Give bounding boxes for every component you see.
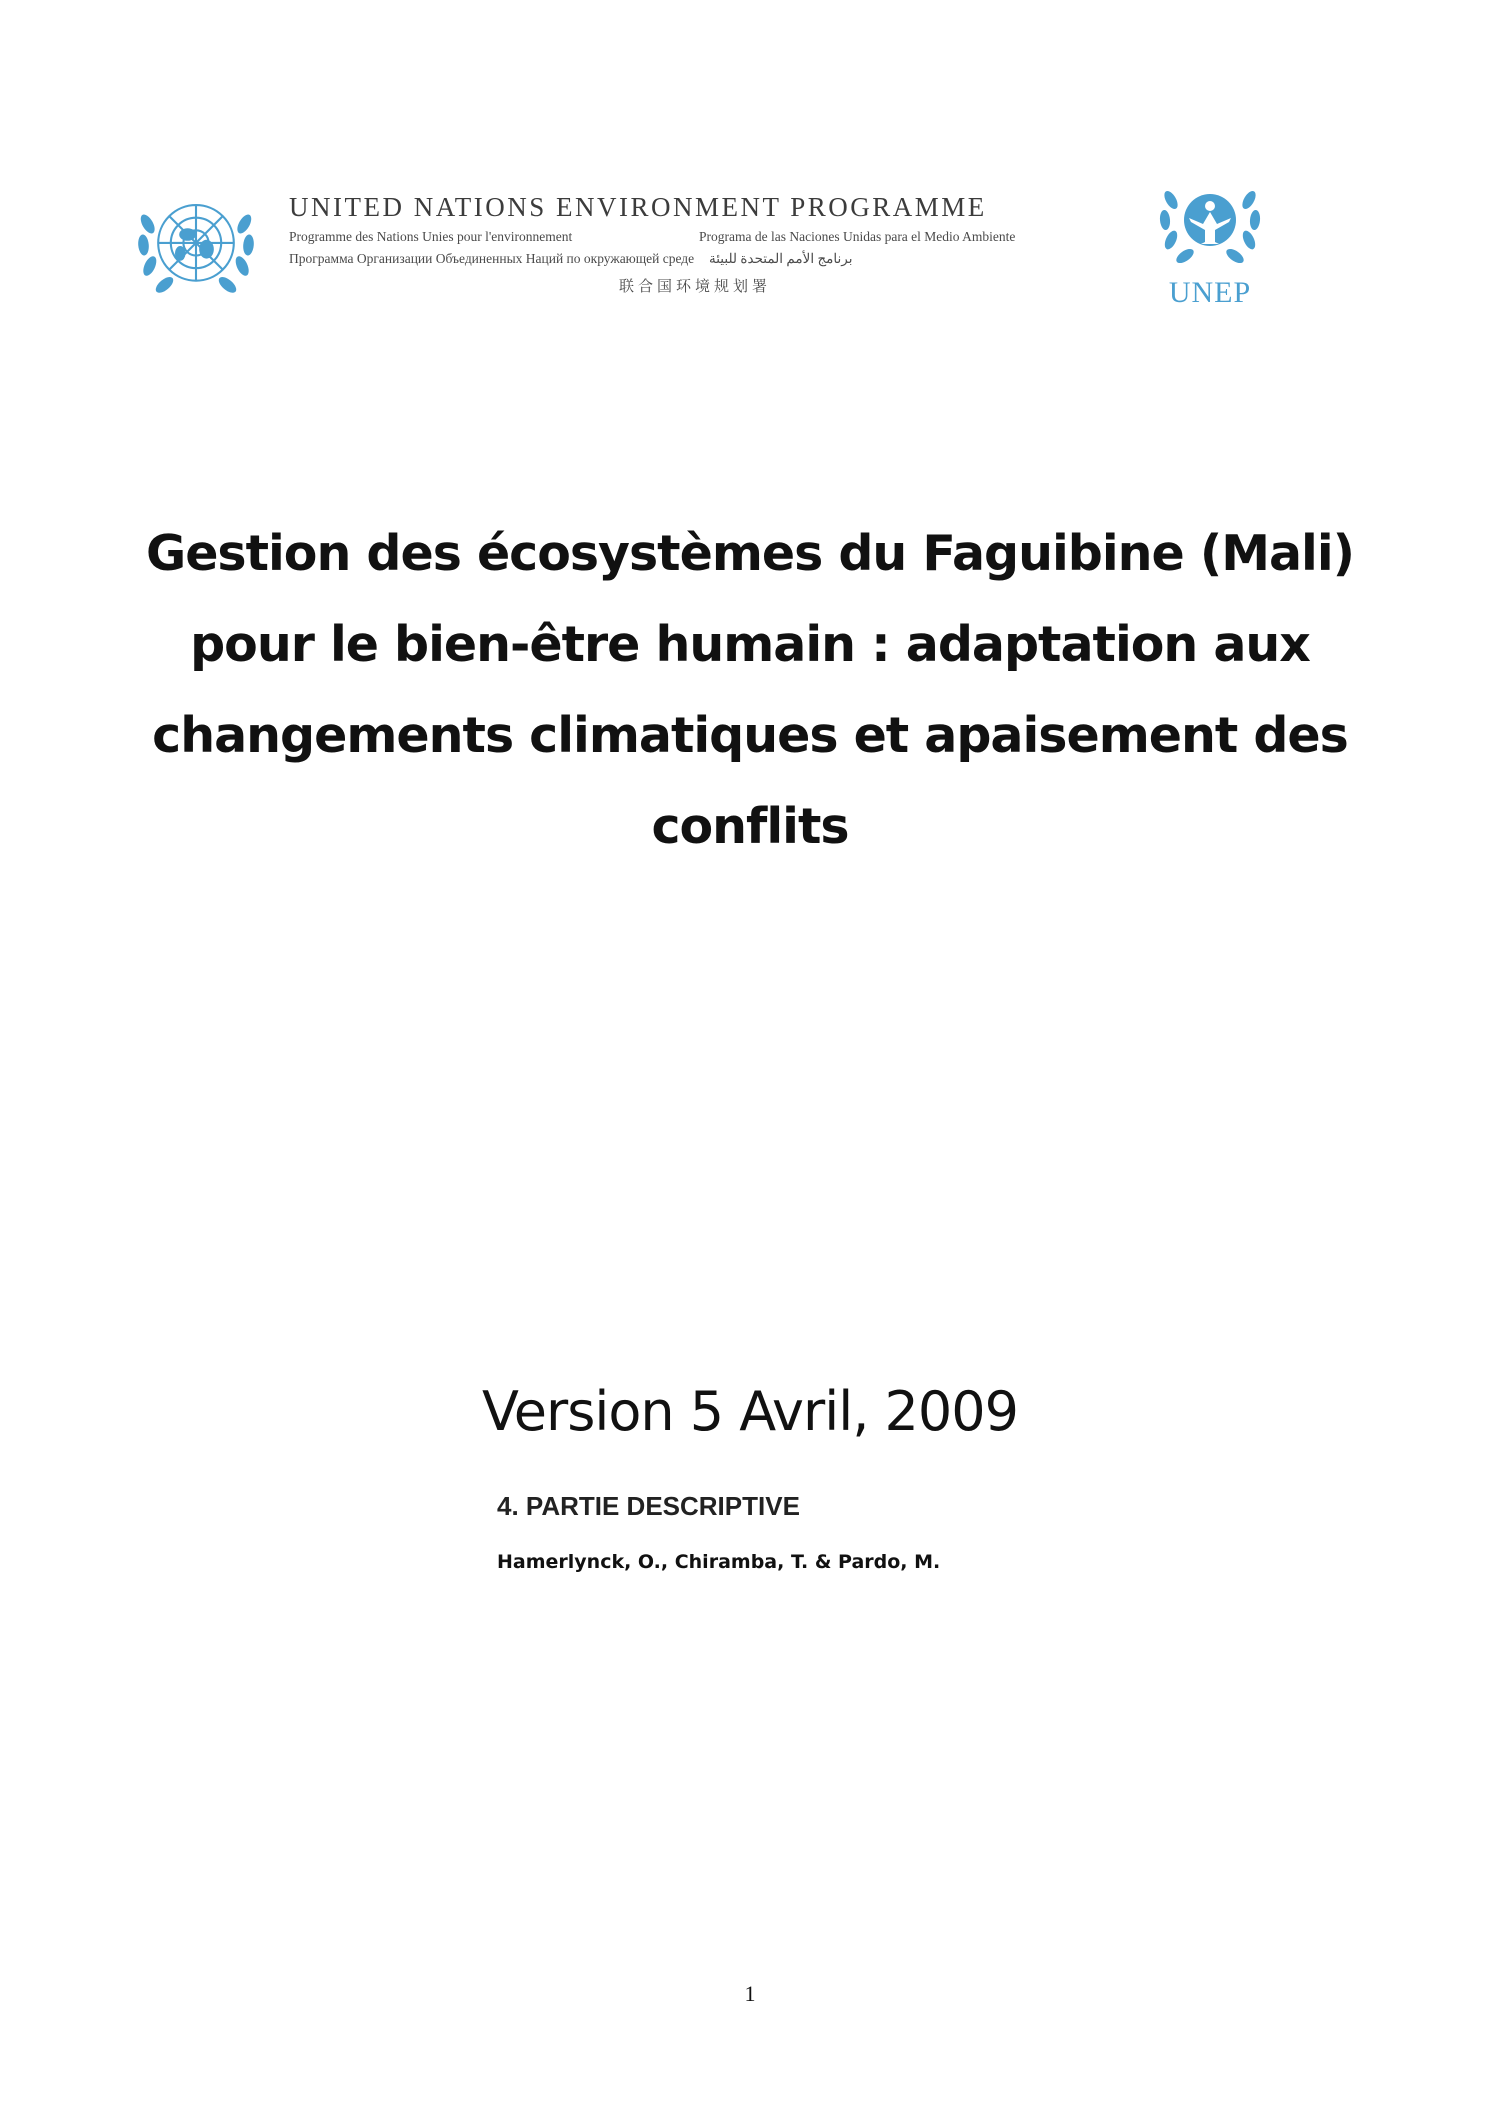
org-name-zh: 联合国环境规划署: [619, 279, 772, 295]
unep-logo-text: UNEP: [1168, 276, 1252, 309]
org-name-fr-es-row: [289, 229, 1119, 245]
version-date: Version 5 Avril, 2009: [482, 1380, 1018, 1443]
un-emblem-icon: [133, 182, 259, 308]
org-name: UNITED NATIONS ENVIRONMENT PROGRAMME: [289, 192, 987, 222]
banner-text: [289, 192, 1119, 296]
org-name-es: Programa de las Naciones Unidas para el Medio Ambiente: [699, 229, 1016, 244]
title-line: pour le bien-être humain : adaptation aux: [190, 616, 1310, 673]
org-name-ru-ar-row: [289, 251, 1119, 267]
org-name-fr: Programme des Nations Unies pour l'environnement: [289, 229, 573, 244]
section-heading: 4. PARTIE DESCRIPTIVE: [497, 1491, 800, 1521]
org-name-ru: Программа Организации Объединенных Наций по окружающей среде: [289, 251, 695, 266]
document-title: [120, 508, 1380, 872]
authors: Hamerlynck, O., Chiramba, T. & Pardo, M.: [497, 1551, 941, 1573]
title-line: conflits: [651, 798, 849, 855]
title-line: Gestion des écosystèmes du Faguibine (Mali): [145, 525, 1355, 582]
title-line: changements climatiques et apaisement des: [152, 707, 1348, 764]
org-name-ar: برنامج الأمم المتحدة للبيئة: [709, 251, 853, 266]
page-number: 1: [744, 1981, 756, 2006]
unep-header-banner: [133, 178, 1267, 320]
